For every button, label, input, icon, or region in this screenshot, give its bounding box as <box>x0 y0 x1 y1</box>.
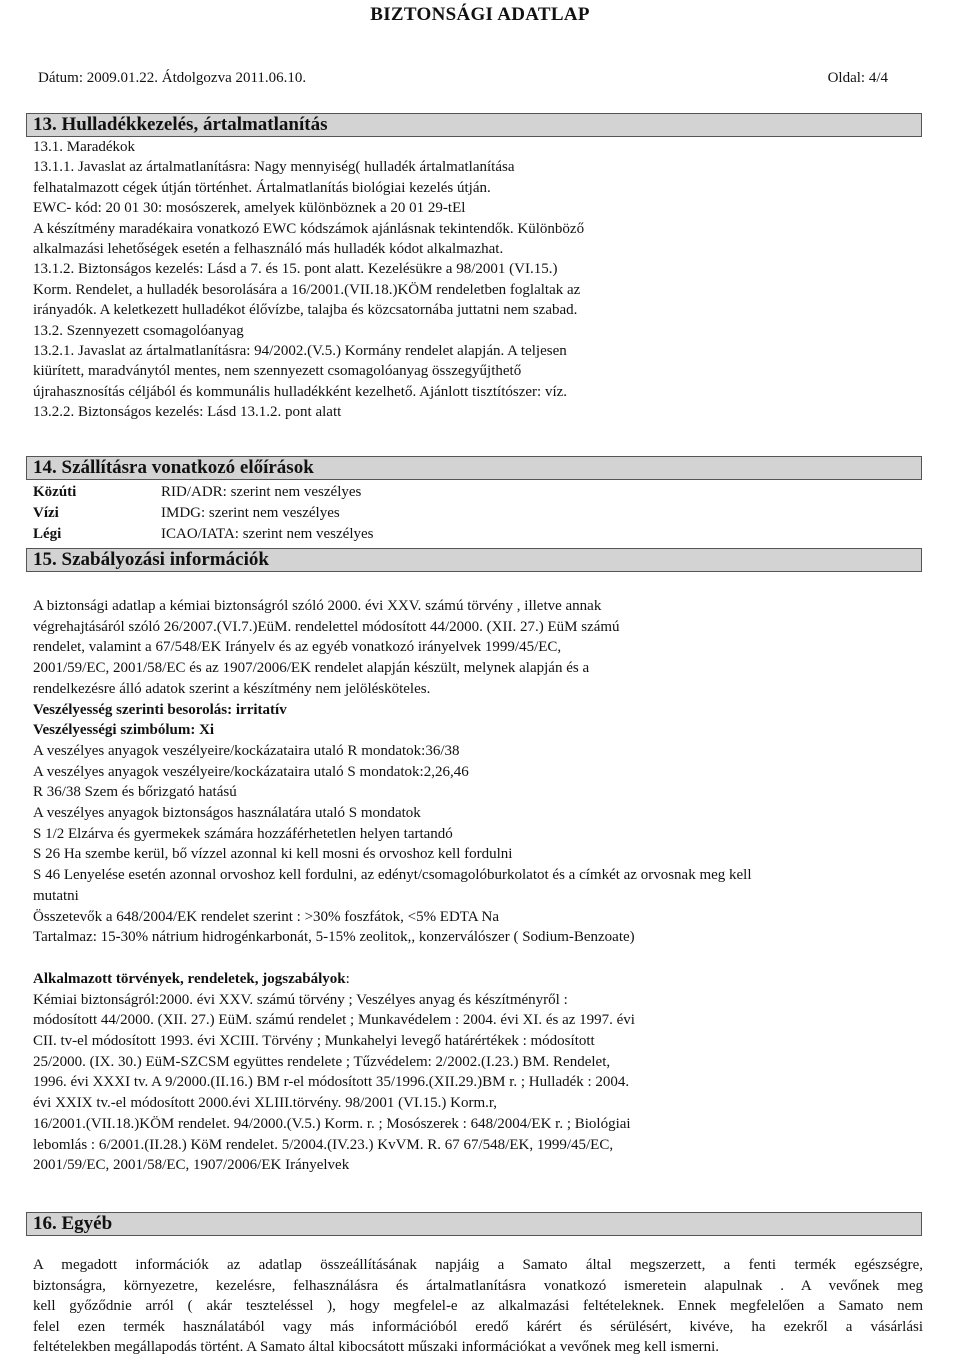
s13-line: 13.2.2. Biztonságos kezelés: Lásd 13.1.2. pont alatt <box>33 404 342 421</box>
laws-heading-line <box>33 969 913 990</box>
laws-heading: Alkalmazott törvények, rendeletek, jogszabályok <box>33 970 346 987</box>
text-line: Összetevők a 648/2004/EK rendelet szerint : >30% foszfátok, <5% EDTA Na <box>33 908 500 925</box>
page-number: Oldal: 4/4 <box>827 70 888 86</box>
text-line: A biztonsági adatlap a kémiai biztonságról szóló 2000. évi XXV. számú törvény , illetve annak <box>33 598 602 614</box>
laws-colon: : <box>345 970 350 987</box>
text-line: Veszélyesség szerinti besorolás: irritatív <box>33 701 287 718</box>
text-line: 16/2001.(VII.18.)KÖM rendelet. 94/2000.(V.5.) Korm. r. ; Mosószerek : 648/2004/EK r. ; Biológiai <box>33 1115 631 1132</box>
s13-line: alkalmazási lehetőségek esetén a felhasználó más hulladék kódot alkalmazhat. <box>33 241 504 258</box>
transport-row <box>33 482 374 503</box>
document-title: BIZTONSÁGI ADATLAP <box>370 4 590 25</box>
text-line: Tartalmaz: 15-30% nátrium hidrogénkarbonát, 5-15% zeolitok,, konzerválószer ( Sodium-Benzoate) <box>33 929 635 946</box>
transport-mode: Légi <box>33 526 62 542</box>
transport-rule: IMDG: szerint nem veszélyes <box>161 505 340 521</box>
transport-row <box>33 524 374 545</box>
transport-rule: ICAO/IATA: szerint nem veszélyes <box>161 526 374 542</box>
text-line: biztonságra, környezetre, kezelésre, felhasználásra és ártalmatlanításra vonatkozó ismeretein alapulnak . A vevőnek meg <box>33 1277 923 1294</box>
section-15-body <box>33 596 913 1176</box>
text-line: 2001/59/EC, 2001/58/EC, 1907/2006/EK Irányelvek <box>33 1157 350 1174</box>
text-line: kell győződnie arról ( akár teszteléssel ), hogy megfelel-e az alkalmazási feltételeknek. Ennek megfelelően a Samato nem <box>33 1298 923 1315</box>
text-line: módosított 44/2000. (XII. 27.) EüM. számú rendelet ; Munkavédelem : 2004. évi XI. és az 1997. évi <box>33 1012 635 1029</box>
s13-line: 13.1.1. Javaslat az ártalmatlanításra: Nagy mennyiség( hulladék ártalmatlanítása <box>33 159 515 176</box>
text-line: feltételekben megállapodás történt. A Samato által kibocsátott műszaki információkat a vevőnek meg kell ismerni. <box>33 1339 720 1356</box>
text-line: R 36/38 Szem és bőrizgató hatású <box>33 784 237 801</box>
text-line: A veszélyes anyagok veszélyeire/kockázataira utaló S mondatok:2,26,46 <box>33 763 469 780</box>
disclaimer-text <box>33 1255 923 1358</box>
s13-line: felhatalmazott cégek útján történhet. Ártalmatlanítás biológiai kezelés útján. <box>33 179 491 196</box>
transport-mode: Közúti <box>33 484 77 500</box>
text-line: évi XXIX tv.-el módosított 2000.évi XLIII.törvény. 98/2001 (VI.15.) Korm.r, <box>33 1095 498 1112</box>
section-16-heading: 16. Egyéb <box>26 1212 922 1236</box>
text-line: mutatni <box>33 887 79 904</box>
date-line: Dátum: 2009.01.22. Átdolgozva 2011.06.10. <box>38 70 307 86</box>
s13-line: EWC- kód: 20 01 30: mosószerek, amelyek különböznek a 20 01 29-tEl <box>33 200 466 217</box>
laws-text <box>33 990 913 1176</box>
text-line: A megadott információk az adatlap összeállításának napjáig a Samato által megszerzett, a fenti termék egészségre, <box>33 1257 923 1273</box>
section-13-body <box>33 137 913 423</box>
text-line: S 1/2 Elzárva és gyermekek számára hozzáférhetetlen helyen tartandó <box>33 825 453 842</box>
regulatory-text <box>33 596 913 948</box>
text-line: A veszélyes anyagok biztonságos használatára utaló S mondatok <box>33 805 421 822</box>
section-15-heading: 15. Szabályozási információk <box>26 548 922 572</box>
text-line: rendelet, valamint a 67/548/EK Irányelv és az egyéb vonatkozó irányelvek 1999/45/EC, <box>33 639 562 656</box>
s13-line: 13.2. Szennyezett csomagolóanyag <box>33 322 244 339</box>
text-line: S 26 Ha szembe kerül, bő vízzel azonnal ki kell mosni és orvoshoz kell fordulni <box>33 846 513 863</box>
text-line: Kémiai biztonságról:2000. évi XXV. számú törvény ; Veszélyes anyag és készítményről : <box>33 991 568 1008</box>
text-line: rendelkezésre álló adatok szerint a készítmény nem jelölésköteles. <box>33 680 431 697</box>
text-line: végrehajtásáról szóló 26/2007.(VI.7.)EüM. rendelettel módosított 44/2000. (XII. 27.) EüM számú <box>33 618 620 635</box>
text-line: CII. tv-el módosított 1993. évi XCIII. Törvény ; Munkahelyi levegő határértékek : módosított <box>33 1033 595 1050</box>
s13-line: kiürített, maradványtól mentes, nem szennyezett csomagolóanyag összegyűjthető <box>33 363 522 380</box>
text-line: 2001/59/EC, 2001/58/EC és az 1907/2006/EK rendelet alapján készült, melynek alapján és a <box>33 660 590 677</box>
text-line: 1996. évi XXXI tv. A 9/2000.(II.16.) BM r-el módosított 35/1996.(XII.29.)BM r. ; Hulladék : 2004. <box>33 1074 630 1091</box>
section-16-body <box>33 1255 923 1358</box>
text-line: Veszélyességi szimbólum: Xi <box>33 722 215 739</box>
s13-line: újrahasznosítás céljából és kommunális hulladékként kezelhető. Ajánlott tisztítószer: víz. <box>33 383 568 400</box>
s13-line: 13.1.2. Biztonságos kezelés: Lásd a 7. és 15. pont alatt. Kezelésükre a 98/2001 (VI.15.) <box>33 261 558 278</box>
transport-mode: Vízi <box>33 505 59 521</box>
section-14-heading: 14. Szállításra vonatkozó előírások <box>26 456 922 480</box>
transport-rule: RID/ADR: szerint nem veszélyes <box>161 484 362 500</box>
transport-table <box>33 482 374 545</box>
s13-line: 13.1. Maradékok <box>33 139 136 155</box>
s13-line: 13.2.1. Javaslat az ártalmatlanításra: 94/2002.(V.5.) Kormány rendelet alapján. A teljesen <box>33 343 567 360</box>
text-line: lebomlás : 6/2001.(II.28.) KöM rendelet. 5/2004.(IV.23.) KvVM. R. 67 67/548/EK, 1999/45/EC, <box>33 1136 614 1153</box>
text-line: S 46 Lenyelése esetén azonnal orvoshoz kell fordulni, az edényt/csomagolóburkolatot és a címkét az orvosnak meg kell <box>33 867 752 884</box>
transport-row <box>33 503 374 524</box>
text-line: A veszélyes anyagok veszélyeire/kockázataira utaló R mondatok:36/38 <box>33 742 460 759</box>
s13-line: irányadók. A keletkezett hulladékot élővízbe, talajba és közcsatornába juttatni nem szabad. <box>33 302 578 319</box>
section-13-heading: 13. Hulladékkezelés, ártalmatlanítás <box>26 113 922 137</box>
text-line: felel ezen termék használatából vagy más információból eredő kárért és sérülésért, kivéve, ha ezekről a vásárlási <box>33 1318 923 1335</box>
s13-line: Korm. Rendelet, a hulladék besorolására a 16/2001.(VII.18.)KÖM rendeletben foglaltak az <box>33 281 581 298</box>
s13-line: A készítmény maradékaira vonatkozó EWC kódszámok ajánlásnak tekintendők. Különböző <box>33 220 585 237</box>
text-line: 25/2000. (IX. 30.) EüM-SZCSM együttes rendelete ; Tűzvédelem: 2/2002.(I.23.) BM. Rendelet, <box>33 1053 611 1070</box>
